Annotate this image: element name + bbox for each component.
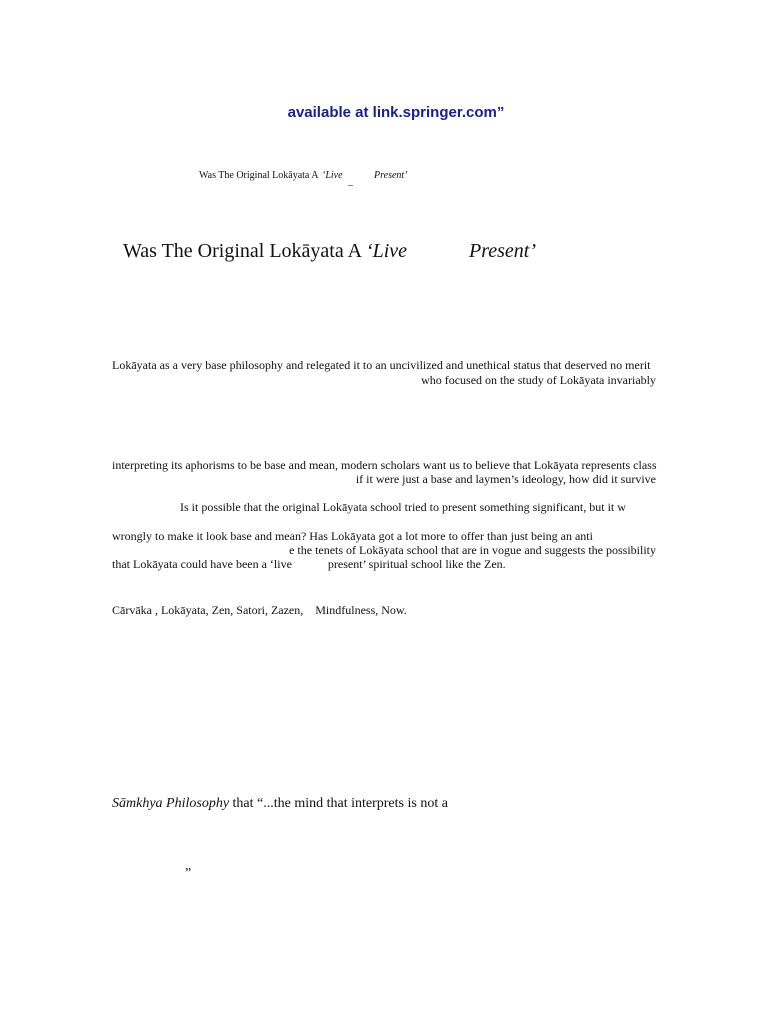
running-head-present-text: Present’ <box>374 170 408 181</box>
running-head-dash: – <box>348 180 353 191</box>
closing-quote-mark: ” <box>185 866 192 881</box>
springer-link-text[interactable]: available at link.springer.com” <box>287 104 505 121</box>
title-present: Present’ <box>469 240 537 262</box>
samkhya-quote <box>112 796 448 812</box>
running-head-live <box>322 170 343 181</box>
title-prefix: Was The Original Lokāyata A <box>123 240 366 262</box>
abstract-line-5: Is it possible that the original Lokāyata school tried to present something significant, but it w <box>180 500 626 514</box>
running-head-title: Was The Original Lokāyata A <box>199 170 319 181</box>
abstract-line-1: Lokāyata as a very base philosophy and relegated it to an uncivilized and unethical status that deserved no merit <box>112 358 651 372</box>
keywords: Cārvāka , Lokāyata, Zen, Satori, Zazen, Mindfulness, Now. <box>112 603 407 617</box>
abstract-line-3: interpreting its aphorisms to be base and mean, modern scholars want us to believe that Lokāyata represents class <box>112 458 657 472</box>
abstract-line-4: if it were just a base and laymen’s ideology, how did it survive <box>355 472 656 486</box>
running-head-live-text: ‘Live <box>322 170 343 181</box>
abstract-line-8: that Lokāyata could have been a ‘live present’ spiritual school like the Zen. <box>112 557 506 571</box>
abstract-line-7: e the tenets of Lokāyata school that are in vogue and suggests the possibility <box>289 543 656 557</box>
abstract-line-6: wrongly to make it look base and mean? Has Lokāyata got a lot more to offer than just being an anti <box>112 529 593 543</box>
title-present-wrap <box>469 240 536 263</box>
abstract-line-2: who focused on the study of Lokāyata invariably <box>421 373 656 387</box>
samkhya-title: Sāmkhya Philosophy <box>112 796 230 811</box>
running-head-present <box>374 170 408 181</box>
samkhya-text: that “...the mind that interprets is not a <box>229 796 448 811</box>
page-title <box>123 240 407 263</box>
title-live: ‘Live <box>365 240 408 262</box>
